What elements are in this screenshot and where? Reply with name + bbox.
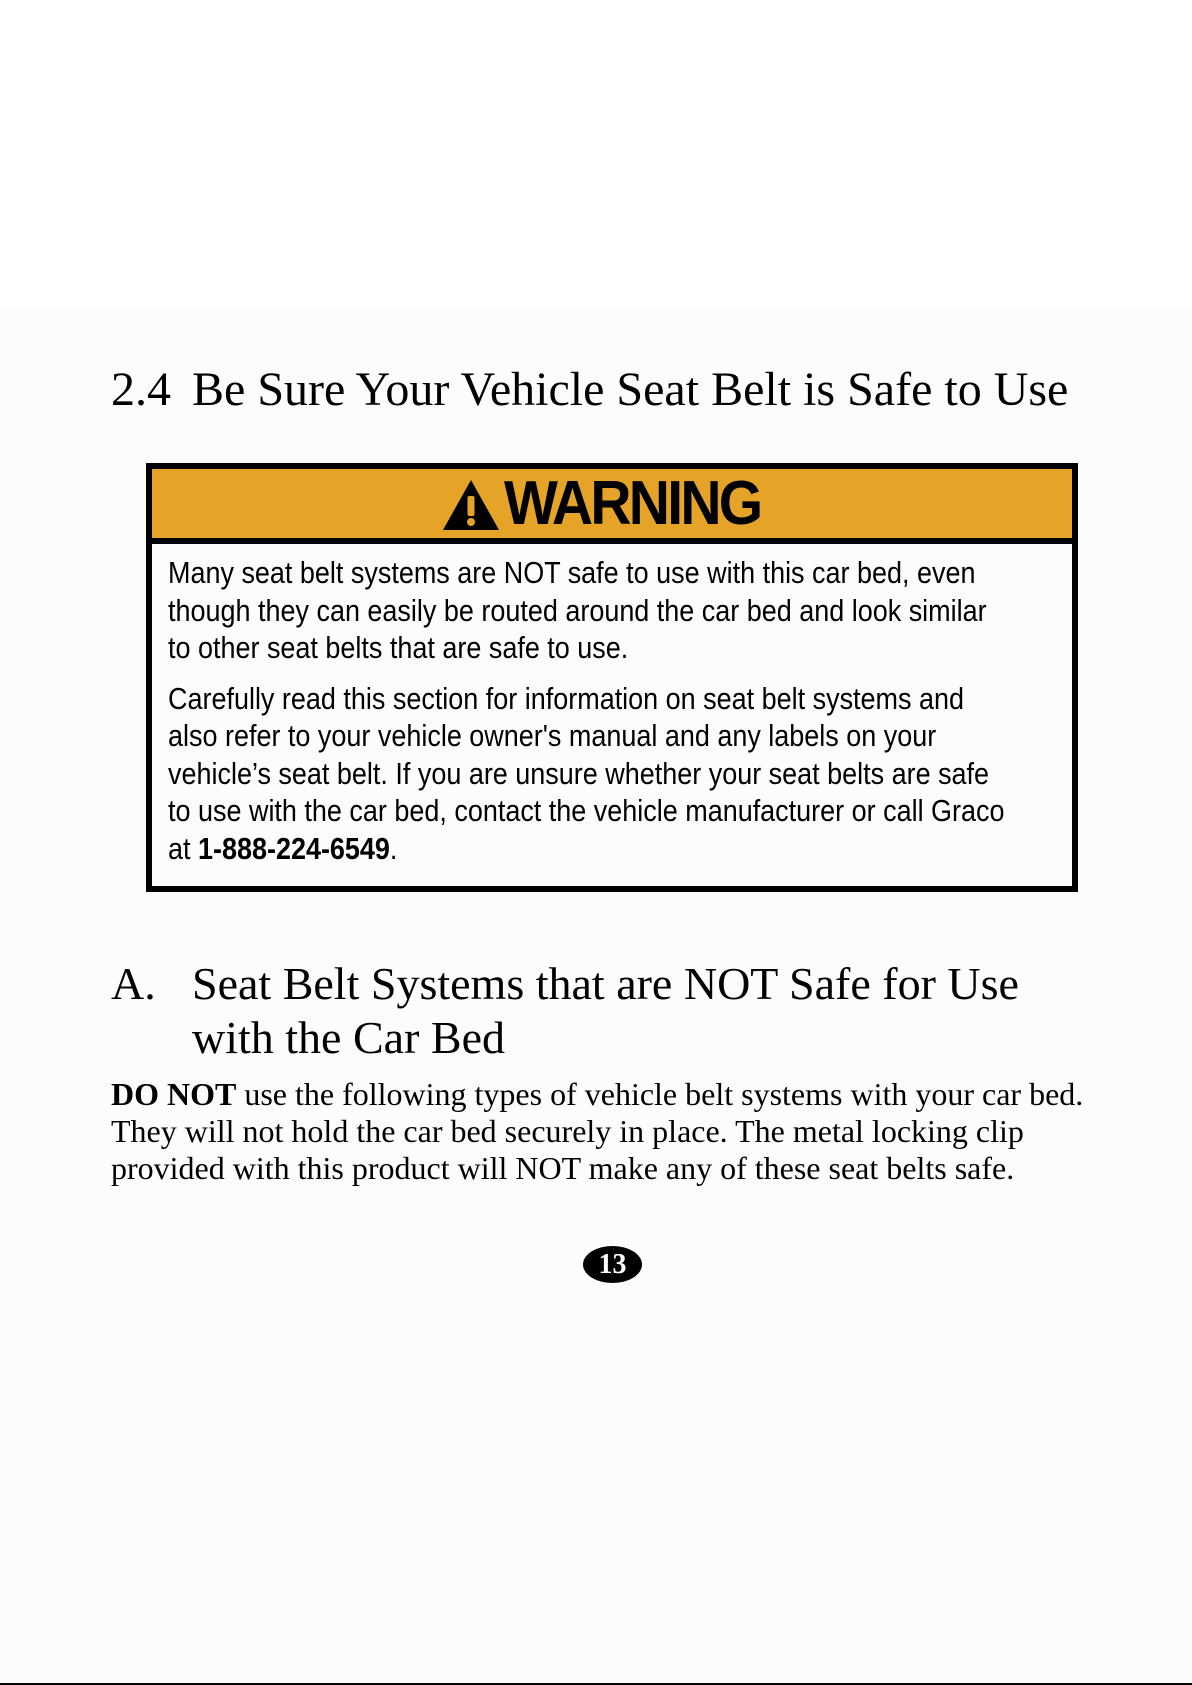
warning-header [152,469,1072,544]
warning-line: to other seat belts that are safe to use. [168,630,629,665]
warning-triangle-icon [442,479,500,531]
warning-line-last [168,830,954,868]
warning-period: . [389,830,398,866]
warning-line: to use with the car bed, contact the vehicle manufacturer or call Graco [168,793,1005,828]
subsection-title-line: with the Car Bed [192,1012,505,1063]
section-number: 2.4 [111,363,171,416]
body-line [111,1076,1083,1113]
body-line: They will not hold the car bed securely in place. The metal locking clip [111,1113,1024,1149]
warning-box [146,463,1078,892]
subsection-title-line: Seat Belt Systems that are NOT Safe for Use [192,958,1019,1009]
body-paragraph [111,1076,1083,1187]
warning-line: Many seat belt systems are NOT safe to use with this car bed, even [168,555,976,590]
warning-line: also refer to your vehicle owner's manual and any labels on your [168,718,937,753]
body-line: provided with this product will NOT make any of these seat belts safe. [111,1150,1015,1186]
warning-at-text: at [168,830,198,866]
body-line-rest: use the following types of vehicle belt systems with your car bed. [236,1076,1084,1112]
warning-label: WARNING [503,468,761,538]
section-title-text: Be Sure Your Vehicle Seat Belt is Safe to Use [192,363,1069,416]
section-title [111,358,1068,422]
warning-line: Carefully read this section for information on seat belt systems and [168,680,965,716]
graco-phone-number: 1-888-224-6549 [197,830,390,866]
page-number: 13 [583,1246,642,1283]
warning-line: vehicle’s seat belt. If you are unsure whether your seat belts are safe [168,755,990,791]
warning-body [152,544,1072,867]
subsection-letter: A. [111,958,156,1009]
do-not-emphasis: DO NOT [111,1076,237,1112]
warning-line: though they can easily be routed around the car bed and look similar [168,592,987,628]
subsection-heading [111,957,1019,1065]
